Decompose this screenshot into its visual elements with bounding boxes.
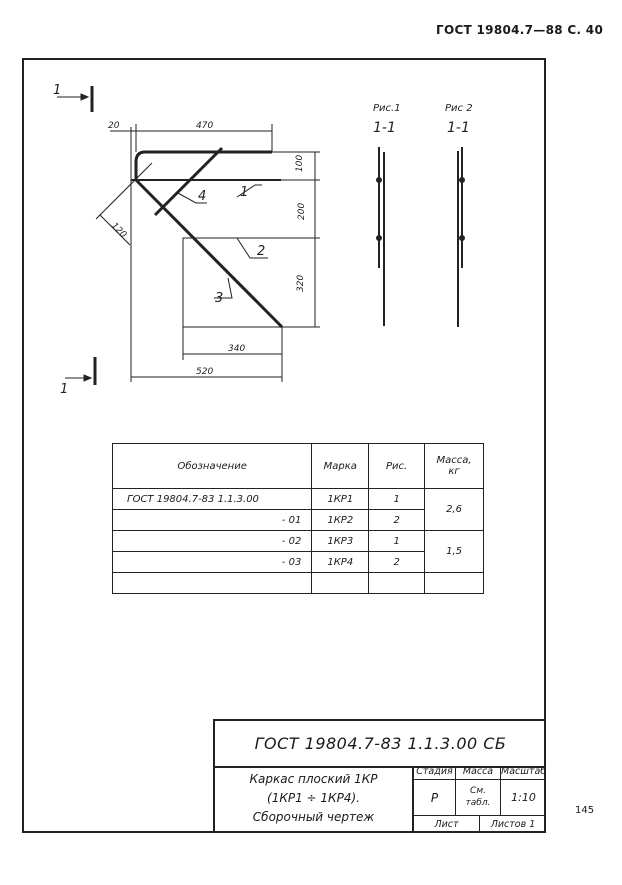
page-number: 145 [575,805,595,816]
table-header-row [113,444,484,489]
header-fig: Рис. [369,444,425,489]
row-fig: 1 [369,531,425,552]
row-fig: 1 [369,489,425,510]
header-mass-line1: Масса, [436,455,472,466]
fig1-section: 1-1 [373,120,396,136]
fig2-node-lower [460,236,465,241]
fig1-node-upper [377,178,382,183]
table-row-empty [113,573,484,594]
row-designation: - 01 [113,510,312,531]
dim-340: 340 [228,344,246,354]
dim-120: 120 [108,221,129,241]
callout-1: 1 [240,185,249,200]
title-block [213,719,546,833]
dim-520: 520 [196,367,214,377]
row-mass: 1,5 [425,531,484,573]
fig1-title: Рис.1 [373,103,401,114]
mass-label: Масса [456,766,501,780]
header-mass-line2: кг [448,466,460,477]
section-arrowhead-top [81,94,88,100]
page-header: ГОСТ 19804.7—88 С. 40 [436,23,604,37]
header-mass [425,444,484,489]
title-line-2: (1КР1 ÷ 1КР4). [267,791,360,805]
fig1-node-lower [377,236,382,241]
dim-20: 20 [108,121,120,131]
empty-cell [113,573,312,594]
row-mark: 1КР2 [312,510,369,531]
title-block-name [215,766,414,833]
mass-value-line2: табл. [465,798,491,808]
document-code: ГОСТ 19804.7-83 1.1.3.00 СБ [215,721,546,768]
empty-cell [425,573,484,594]
mass-value-line1: См. [470,786,486,796]
row-designation: - 03 [113,552,312,573]
callout-3: 3 [215,291,224,306]
row-designation: - 02 [113,531,312,552]
fig2-section: 1-1 [447,120,470,136]
dim-200: 200 [297,202,307,220]
bar-4 [155,148,222,215]
row-fig: 2 [369,510,425,531]
fig2-node-upper [460,178,465,183]
mass-value [456,780,501,816]
fig2-title: Рис 2 [445,103,473,114]
row-mark: 1КР1 [312,489,369,510]
table-row [113,489,484,510]
title-line-1: Каркас плоский 1КР [249,772,378,786]
section-label-bottom: 1 [60,382,69,397]
header-designation: Обозначение [113,444,312,489]
stage-value: Р [414,780,456,816]
dim-320: 320 [296,274,306,292]
scale-value: 1:10 [501,780,546,816]
callout-2: 2 [257,244,266,259]
row-fig: 2 [369,552,425,573]
table-row [113,531,484,552]
empty-cell [312,573,369,594]
section-arrowhead-bottom [84,375,91,381]
sheet-label: Лист [414,816,480,833]
stage-label: Стадия [414,766,456,780]
specification-table [112,443,484,594]
ext-line-120-a [96,163,152,219]
callout-4: 4 [198,189,207,204]
row-mark: 1КР3 [312,531,369,552]
section-label-top: 1 [53,83,62,98]
sheets-label: Листов 1 [490,819,536,830]
title-line-3: Сборочный чертеж [252,810,375,824]
header-mark: Марка [312,444,369,489]
dim-470: 470 [196,121,214,131]
dim-100: 100 [295,154,305,172]
empty-cell [369,573,425,594]
row-mark: 1КР4 [312,552,369,573]
row-designation: ГОСТ 19804.7-83 1.1.3.00 [113,489,312,510]
scale-label: Масштаб [501,766,546,780]
row-mass: 2,6 [425,489,484,531]
